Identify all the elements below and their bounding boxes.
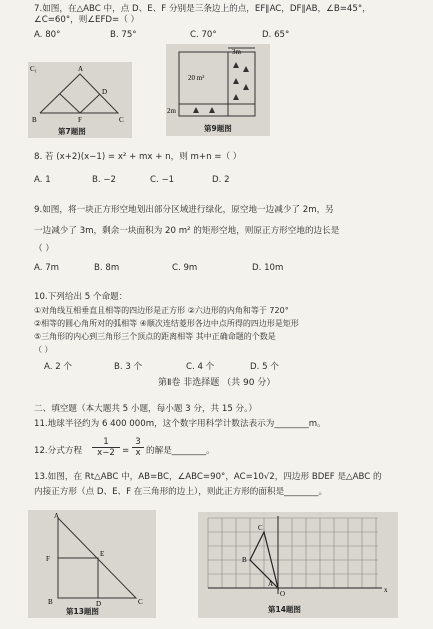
fig9-plant-icons [193, 62, 249, 113]
fig9-caption: 第9题图 [204, 124, 232, 133]
q9-text-2: 一边减少了 3m，剩余一块面积为 20 m² 的矩形空地，则原正方形空地的边长是 [34, 226, 340, 236]
figure-14-diagram [198, 512, 398, 618]
fig14-label-b: B [242, 556, 247, 564]
q8-text: 8. 若 (x+2)(x−1) = x² + mx + n，则 m+n =（ ） [34, 152, 242, 162]
q10-item-1: ①对角线互相垂直且相等的四边形是正方形 ②六边形的内角和等于 720° [34, 306, 289, 315]
fig13-label-a: A [54, 512, 60, 520]
fig13-label-c: C [138, 598, 143, 606]
fig14-grid [208, 518, 378, 588]
q9-option-a: A. 7m [34, 263, 60, 273]
figure-9-diagram [166, 44, 270, 136]
q12-frac1-num: 1 [103, 437, 109, 447]
q10-option-c: C. 4 个 [186, 362, 215, 372]
fig7-label-d: D [102, 88, 108, 96]
fig7-label-b: B [32, 116, 37, 124]
q10-option-d: D. 5 个 [250, 362, 279, 372]
q12-fraction-2 [132, 437, 144, 458]
q8-option-a: A. 1 [34, 175, 51, 185]
q8-option-c: C. −1 [150, 175, 175, 185]
q9-option-b: B. 8m [94, 263, 120, 273]
fig13-caption: 第13题图 [66, 607, 99, 616]
fig14-label-c: C [258, 524, 263, 532]
q12-text-pre: 12.分式方程 [34, 446, 83, 456]
fig9-area: 20 m² [188, 74, 205, 82]
q9-text: 9.如图，将一块正方形空地划出部分区域进行绿化，原空地一边减少了 2m，另 [34, 205, 334, 215]
q10-item-3: ⑤三角形的内心到三角形三个顶点的距离相等 其中正确命题的个数是 [34, 332, 276, 341]
q13-text: 13.如图，在 Rt△ABC 中，AB=BC，∠ABC=90°，AC=10√2，四边形 BDEF 是△ABC 的 [34, 472, 382, 482]
fig9-dim-left: 2m [167, 107, 176, 115]
fig13-label-d: D [96, 600, 102, 608]
fig14-label-x: x [384, 586, 388, 594]
fig14-caption: 第14题图 [268, 605, 301, 614]
figure-7-diagram [28, 62, 132, 138]
q7-option-c: C. 70° [190, 30, 217, 40]
figure-13-diagram [28, 510, 156, 618]
q8-option-b: B. −2 [92, 175, 117, 185]
q10-option-a: A. 2 个 [44, 362, 72, 372]
q7-option-d: D. 65° [262, 30, 290, 40]
figure-13 [28, 510, 156, 618]
q11-text: 11.地球半径约为 6 400 000m，这个数字用科学计数法表示为________m。 [34, 419, 326, 429]
fig7-label-c1: C₁ [30, 65, 38, 73]
q9-option-d: D. 10m [252, 263, 284, 273]
q7-option-b: B. 75° [110, 30, 137, 40]
figure-14 [198, 512, 398, 618]
fig7-label-f: F [78, 116, 82, 124]
q10-item-4: （ ） [34, 345, 53, 354]
section-2-heading: 第Ⅱ卷 非选择题 （共 90 分） [158, 378, 276, 388]
fig9-dim-top: 3m [232, 48, 241, 56]
q12-frac2-num: 3 [135, 437, 141, 447]
q13-text-2: 内接正方形（点 D、E、F 在三角形的边上），则此正方形的面积是________。 [34, 487, 328, 497]
q10-option-b: B. 3 个 [114, 362, 143, 372]
q9-text-3: （ ） [34, 244, 54, 254]
q7-text: 7.如图，在△ABC 中，点 D、E、F 分别是三条边上的点，EF∥AC，DF∥AB，∠B=45°， [34, 4, 371, 14]
fig13-label-b: B [48, 598, 53, 606]
fig14-label-a: A [268, 580, 274, 588]
q12-equals: = [122, 446, 130, 456]
q12-text-post: 的解是________。 [146, 446, 215, 456]
fig13-label-f: F [46, 555, 50, 563]
fig7-caption: 第7题图 [58, 127, 86, 136]
q10-item-2: ②相等的圆心角所对的弧相等 ④顺次连结菱形各边中点所得的四边形是矩形 [34, 319, 299, 328]
q12-frac2-den: x [132, 447, 144, 458]
figure-7 [28, 62, 132, 138]
q9-option-c: C. 9m [172, 263, 198, 273]
q12-frac1-den: x−2 [92, 447, 120, 458]
fig13-label-e: E [100, 550, 105, 558]
fig7-label-c: C [119, 116, 124, 124]
q7-option-a: A. 80° [34, 30, 61, 40]
q12-fraction-1 [92, 437, 120, 458]
fig7-label-a: A [78, 65, 84, 73]
fig14-label-o: O [280, 590, 286, 598]
fill-heading: 二、填空题（本大题共 5 小题，每小题 3 分，共 15 分。） [34, 404, 258, 414]
q8-option-d: D. 2 [212, 175, 230, 185]
figure-9 [166, 44, 270, 136]
q7-text-2: ∠C=60°，则∠EFD=（ ） [34, 15, 140, 25]
q10-text: 10.下列给出 5 个命题： [34, 292, 128, 302]
